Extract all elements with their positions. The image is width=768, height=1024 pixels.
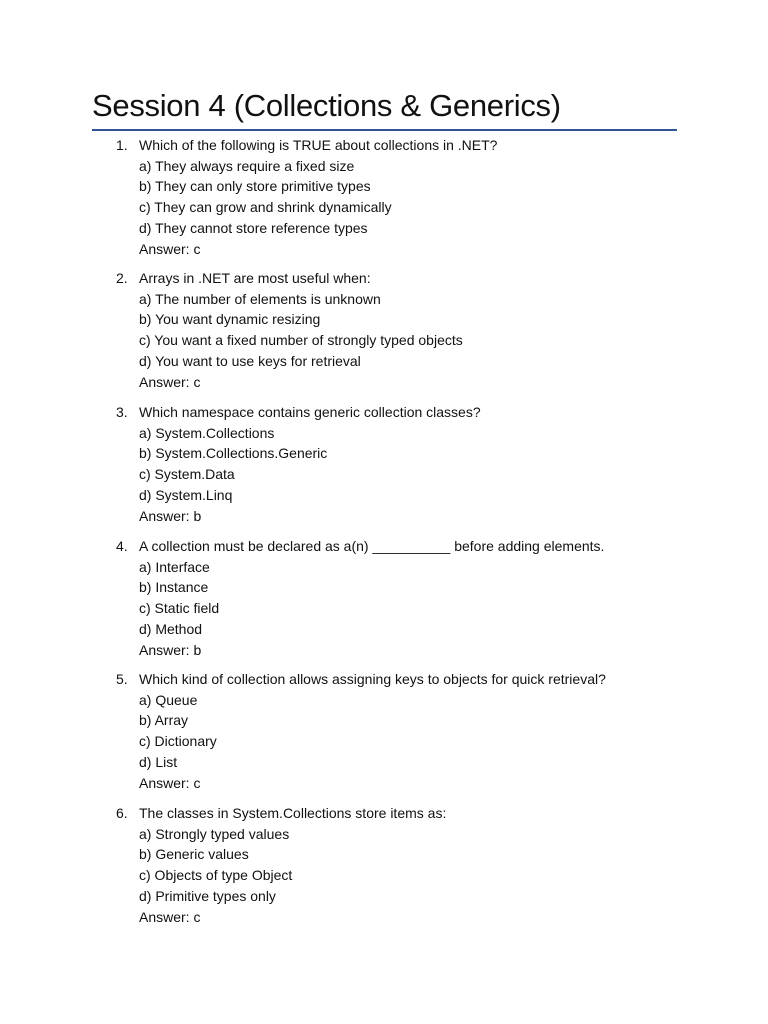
option-a: a) System.Collections xyxy=(139,424,275,441)
question-body xyxy=(139,268,716,392)
question-number: 3. xyxy=(116,404,128,420)
answer-line: Answer: b xyxy=(139,507,202,524)
option-b: b) Instance xyxy=(139,579,209,596)
option-b: b) System.Collections.Generic xyxy=(139,445,328,462)
question-text: A collection must be declared as a(n) __________ before adding elements. xyxy=(139,538,605,554)
question-item xyxy=(116,803,716,927)
option-d: d) System.Linq xyxy=(139,486,233,503)
question-item xyxy=(116,669,716,793)
answer-line: Answer: c xyxy=(139,240,201,257)
question-body xyxy=(139,669,716,793)
question-number: 4. xyxy=(116,538,128,554)
question-body xyxy=(139,803,716,927)
option-b: b) You want dynamic resizing xyxy=(139,311,321,328)
option-c: c) They can grow and shrink dynamically xyxy=(139,199,392,216)
title-underline xyxy=(92,129,677,131)
answer-line: Answer: c xyxy=(139,774,201,791)
option-d: d) List xyxy=(139,753,178,770)
answer-line: Answer: b xyxy=(139,641,202,658)
option-d: d) You want to use keys for retrieval xyxy=(139,352,361,369)
question-item xyxy=(116,402,716,526)
question-item xyxy=(116,135,716,259)
answer-line: Answer: c xyxy=(139,373,201,390)
question-body xyxy=(139,402,716,526)
option-a: a) The number of elements is unknown xyxy=(139,290,381,307)
answer-line: Answer: c xyxy=(139,908,201,925)
question-text: Arrays in .NET are most useful when: xyxy=(139,270,371,286)
option-a: a) They always require a fixed size xyxy=(139,157,355,174)
option-c: c) Dictionary xyxy=(139,733,217,750)
option-c: c) Objects of type Object xyxy=(139,867,293,884)
question-number: 2. xyxy=(116,270,128,286)
question-item xyxy=(116,268,716,392)
option-d: d) Primitive types only xyxy=(139,887,276,904)
question-number: 1. xyxy=(116,137,128,153)
question-number: 6. xyxy=(116,805,128,821)
option-c: c) System.Data xyxy=(139,466,235,483)
question-item xyxy=(116,536,716,660)
option-a: a) Strongly typed values xyxy=(139,825,290,842)
question-text: The classes in System.Collections store items as: xyxy=(139,805,447,821)
option-d: d) They cannot store reference types xyxy=(139,219,368,236)
page-title: Session 4 (Collections & Generics) xyxy=(92,88,561,123)
option-a: a) Interface xyxy=(139,558,210,575)
option-b: b) Array xyxy=(139,712,189,729)
option-c: c) You want a fixed number of strongly typed objects xyxy=(139,332,463,349)
question-body xyxy=(139,536,716,660)
option-b: b) Generic values xyxy=(139,846,249,863)
question-body xyxy=(139,135,716,259)
question-text: Which of the following is TRUE about collections in .NET? xyxy=(139,137,498,153)
option-b: b) They can only store primitive types xyxy=(139,178,371,195)
option-a: a) Queue xyxy=(139,691,198,708)
question-text: Which kind of collection allows assigning keys to objects for quick retrieval? xyxy=(139,671,606,687)
option-d: d) Method xyxy=(139,620,203,637)
option-c: c) Static field xyxy=(139,600,220,617)
question-number: 5. xyxy=(116,671,128,687)
question-text: Which namespace contains generic collection classes? xyxy=(139,404,481,420)
